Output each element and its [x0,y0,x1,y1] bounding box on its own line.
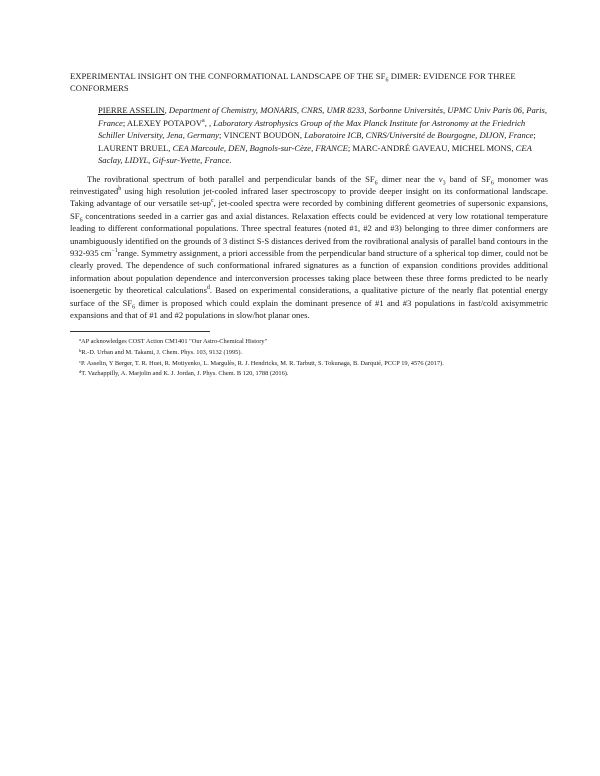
abstract-text: range. Symmetry assignment, a priori accessible from the perpendicular band structure of a spherical top dimer, could not be clearly proved. The dependence of such conformational infrared signatures as a function of expansion conditions provides additional information about population dependence and interconversion processes taking place between these three forms predicted to be nearly isoenergetic by theoretical calculations [70,247,548,296]
separator: ; [219,130,224,140]
author-2: ALEXEY POTAPOV [126,117,203,128]
title-subscript: 6 [385,77,389,84]
separator: , , [204,117,214,128]
author-list [98,104,548,167]
presenting-author: PIERRE ASSELIN [98,105,165,115]
abstract-text: band of SF [445,173,491,184]
paper-title [70,70,548,94]
separator: ; [533,130,536,140]
abstract-text: monomer was reinvestigated [70,173,548,196]
footnote-text: P. Asselin, Y Berger, T. R. Huet, R. Motiyenko, L. Margulès, R. J. Hendricks, M. R. Tarbutt, S. Tokunaga, B. Darquié, PCCP 19, 4576 (2017). [81,359,444,367]
footnote-c [79,358,548,369]
abstract [70,173,548,322]
author-5: MARC-ANDRÉ GAVEAU, MICHEL MONS, [352,142,516,153]
affiliation-4: CEA Marcoule, DEN, Bagnols-sur-Cèze, FRANCE [172,142,348,153]
author-2-mark: a [202,117,205,124]
affiliation-3: Laboratoire ICB, CNRS/Université de Bourgogne, DIJON, France [304,130,534,140]
separator: . [229,155,232,165]
reference-mark: d [206,285,210,292]
separator: ; [122,117,127,128]
author-4: LAURENT BRUEL, [98,142,173,153]
footnote-text: T. Vazhappilly, A. Marjolin and K. J. Jordan, J. Phys. Chem. B 120, 1788 (2016). [81,370,289,378]
nu-symbol: ν [438,173,443,184]
separator: ; [347,142,353,153]
footnote-d [79,368,548,379]
footnote-a [79,336,548,347]
subscript: 6 [79,217,83,224]
abstract-text: . Based on experimental considerations, a qualitative picture of the nearly flat potential energy surface of the SF [70,285,548,308]
author-3: VINCENT BOUDON, [223,130,305,140]
footnote-text: AP acknowledges COST Action CM1401 "Our Astro-Chemical History" [81,338,268,346]
footnote-mark: b [79,347,82,353]
title-text: EXPERIMENTAL INSIGHT ON THE CONFORMATIONAL LANDSCAPE OF THE SF [70,71,386,81]
footnote-mark: a [79,337,82,343]
abstract-text: using high resolution jet-cooled infrared laser spectroscopy to provide deeper insight on its conformational landscape. Taking advantage of our versatile set-up [70,185,548,209]
footnote-b [79,347,548,358]
page [70,70,548,379]
footnote-mark: d [79,369,82,375]
title-text-end: DIMER: EVIDENCE FOR THREE CONFORMERS [70,71,516,93]
subscript: 6 [374,180,378,187]
affiliation-1: , Department of Chemistry, MONARIS, CNRS, UMR 8233, Sorbonne Universités, UPMC Univ Paris 06, Paris, France [98,105,548,128]
superscript: −1 [111,248,118,255]
footnote-mark: c [79,358,82,364]
subscript: 6 [490,180,494,187]
subscript: 6 [132,304,136,311]
affiliation-5: CEA Saclay, LIDYL, Gif-sur-Yvette, France [98,142,532,165]
abstract-text: concentrations seeded in a carrier gas and axial distances. Relaxation effects could be evidenced at very low rotational temperature leading to different conformational populations. Three spectral features (noted #1, #2 and #3) belonging to three dimer conformers are unambiguously identified on the grounds of 3 distinct S-S distances derived from the rovibrational analysis of parallel band contours in the 932-935 cm [70,210,548,258]
subscript: 3 [442,180,446,187]
footnote-text: R.-D. Urban and M. Takami, J. Chem. Phys. 103, 9132 (1995). [81,348,243,356]
reference-mark: c [210,198,214,205]
abstract-text: dimer is proposed which could explain the dominant presence of #1 and #3 populations in fast/cold axisymmetric expansions and that of #1 and #2 populations in slow/hot planar ones. [70,297,548,320]
footnote-divider [70,331,210,332]
reference-mark: b [118,186,122,193]
abstract-text: The rovibrational spectrum of both parallel and perpendicular bands of the SF [87,173,375,184]
abstract-text: , jet-cooled spectra were recorded by combining different geometries of supersonic expansions, SF [70,198,548,221]
affiliation-2: Laboratory Astrophysics Group of the Max Planck Institute for Astronomy at the Friedrich Schiller University, Jena, Germany [98,117,526,140]
abstract-text: dimer near the [377,173,439,184]
